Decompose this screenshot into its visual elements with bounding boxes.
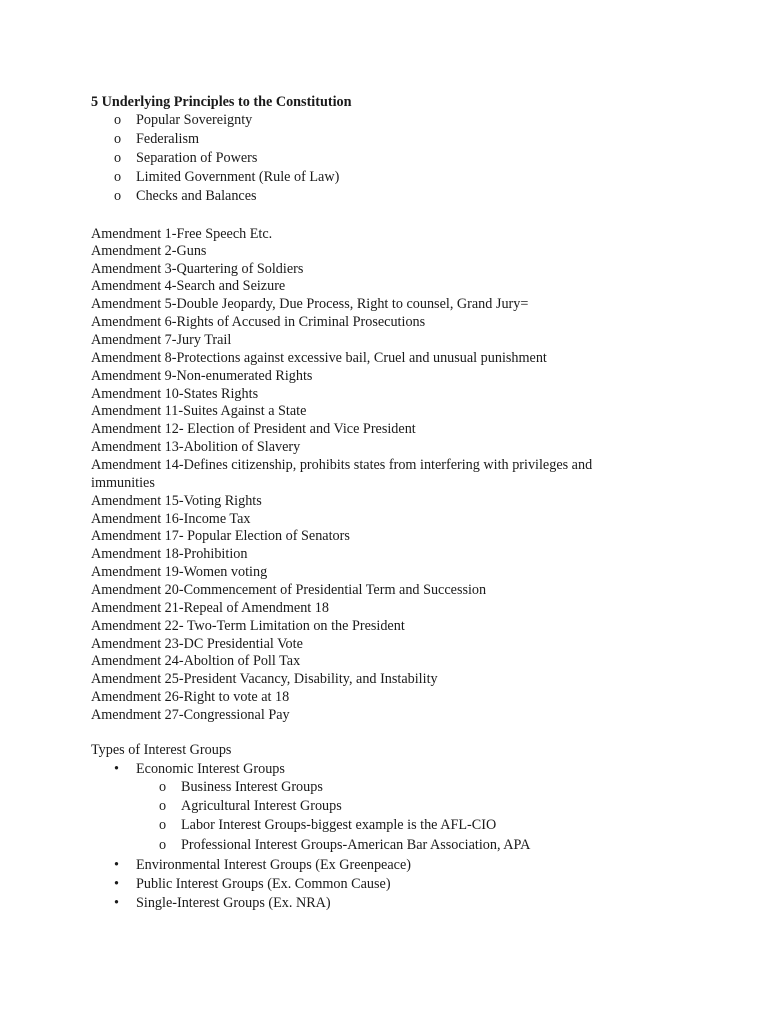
- bullet-marker: •: [114, 761, 119, 777]
- principles-heading: 5 Underlying Principles to the Constitution: [91, 94, 352, 110]
- amendment-line: Amendment 4-Search and Seizure: [91, 278, 286, 294]
- list-item-text: Popular Sovereignty: [136, 112, 253, 128]
- list-item-text: Checks and Balances: [136, 188, 257, 204]
- amendment-line: Amendment 2-Guns: [91, 243, 207, 259]
- bullet-marker: o: [114, 131, 122, 147]
- bullet-marker: •: [114, 895, 119, 911]
- amendment-line: Amendment 20-Commencement of Presidential Term and Succession: [91, 582, 487, 598]
- bullet-marker: o: [114, 188, 122, 204]
- amendment-line: Amendment 13-Abolition of Slavery: [91, 439, 301, 455]
- list-item-text: Public Interest Groups (Ex. Common Cause): [136, 876, 391, 892]
- list-item-text: Single-Interest Groups (Ex. NRA): [136, 895, 331, 911]
- amendment-line: Amendment 12- Election of President and Vice President: [91, 421, 416, 437]
- list-item-text: Agricultural Interest Groups: [181, 798, 342, 814]
- list-item-text: Federalism: [136, 131, 200, 147]
- bullet-marker: o: [114, 150, 122, 166]
- amendment-line: Amendment 26-Right to vote at 18: [91, 689, 290, 705]
- amendment-line: Amendment 24-Aboltion of Poll Tax: [91, 653, 301, 669]
- interest-groups-heading: Types of Interest Groups: [91, 742, 232, 758]
- amendment-line: Amendment 17- Popular Election of Senators: [91, 528, 350, 544]
- amendment-line: Amendment 10-States Rights: [91, 386, 259, 402]
- list-item-text: Labor Interest Groups-biggest example is the AFL-CIO: [181, 817, 497, 833]
- list-item-text: Limited Government (Rule of Law): [136, 169, 340, 185]
- amendment-line: Amendment 1-Free Speech Etc.: [91, 226, 273, 242]
- amendment-line: Amendment 16-Income Tax: [91, 511, 251, 527]
- bullet-marker: o: [114, 112, 122, 128]
- amendment-line: Amendment 6-Rights of Accused in Criminal Prosecutions: [91, 314, 426, 330]
- bullet-marker: o: [159, 817, 167, 833]
- list-item-text: Separation of Powers: [136, 150, 258, 166]
- amendment-line: Amendment 14-Defines citizenship, prohibits states from interfering with privileges and immunities: [91, 457, 593, 491]
- amendment-line: Amendment 19-Women voting: [91, 564, 268, 580]
- bullet-marker: •: [114, 857, 119, 873]
- amendment-line: Amendment 21-Repeal of Amendment 18: [91, 600, 329, 616]
- bullet-marker: o: [159, 837, 167, 853]
- amendment-line: Amendment 3-Quartering of Soldiers: [91, 261, 304, 277]
- amendment-line: Amendment 9-Non-enumerated Rights: [91, 368, 313, 384]
- bullet-marker: o: [159, 779, 167, 795]
- bullet-marker: o: [159, 798, 167, 814]
- amendment-line: Amendment 27-Congressional Pay: [91, 707, 290, 723]
- amendment-line: Amendment 18-Prohibition: [91, 546, 248, 562]
- list-item-text: Environmental Interest Groups (Ex Greenpeace): [136, 857, 411, 873]
- bullet-marker: o: [114, 169, 122, 185]
- amendment-line: Amendment 5-Double Jeopardy, Due Process, Right to counsel, Grand Jury=: [91, 296, 529, 312]
- amendment-line: Amendment 22- Two-Term Limitation on the President: [91, 618, 405, 634]
- list-item-text: Professional Interest Groups-American Bar Association, APA: [181, 837, 531, 853]
- bullet-marker: •: [114, 876, 119, 892]
- amendment-line: Amendment 15-Voting Rights: [91, 493, 262, 509]
- list-item-text: Economic Interest Groups: [136, 761, 285, 777]
- list-item-text: Business Interest Groups: [181, 779, 323, 795]
- amendment-line: Amendment 7-Jury Trail: [91, 332, 232, 348]
- amendment-line: Amendment 8-Protections against excessive bail, Cruel and unusual punishment: [91, 350, 547, 366]
- amendment-line: Amendment 25-President Vacancy, Disability, and Instability: [91, 671, 438, 687]
- amendment-line: Amendment 23-DC Presidential Vote: [91, 636, 303, 652]
- amendment-line: Amendment 11-Suites Against a State: [91, 403, 307, 419]
